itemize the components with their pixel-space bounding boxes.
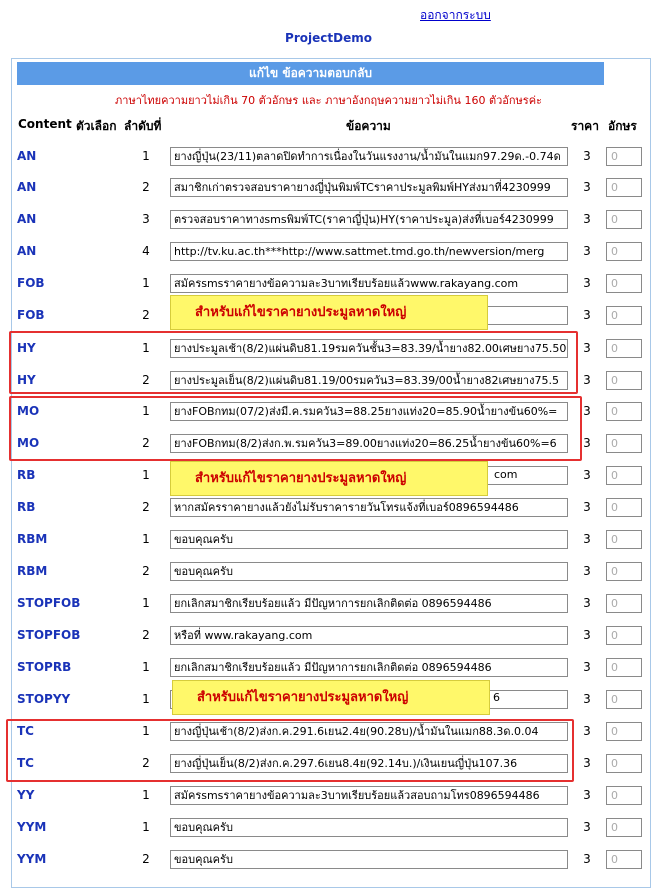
row-message-input[interactable]: ขอบคุณครับ — [170, 850, 568, 869]
row-price: 3 — [583, 788, 591, 802]
row-char-count-input[interactable]: 0 — [606, 850, 642, 869]
row-char-count-input[interactable]: 0 — [606, 274, 642, 293]
highlight-box-hy — [9, 331, 578, 394]
row-content-code: YYM — [17, 820, 47, 834]
row-seq: 1 — [142, 276, 150, 290]
row-price: 3 — [583, 308, 591, 322]
row-seq: 1 — [142, 404, 150, 418]
row-seq: 1 — [142, 724, 150, 738]
row-price: 3 — [583, 724, 591, 738]
row-content-code: YYM — [17, 852, 47, 866]
row-message-input[interactable]: ยางญี่ปุ่นเย็น(8/2)ส่งก.ค.297.6เยน8.4ย(92.14บ.)/เงินเยนญี่ปุ่น107.36 — [170, 754, 568, 773]
row-char-count-input[interactable]: 0 — [606, 722, 642, 741]
row-price: 3 — [583, 820, 591, 834]
row-seq: 1 — [142, 532, 150, 546]
row-content-code: FOB — [17, 308, 45, 322]
row-char-count-input[interactable]: 0 — [606, 339, 642, 358]
row-price: 3 — [583, 341, 591, 355]
row-message-input[interactable]: ขอบคุณครับ — [170, 562, 568, 581]
panel-title: แก้ไข ข้อความตอบกลับ — [17, 62, 604, 85]
row-char-count-input[interactable]: 0 — [606, 530, 642, 549]
col-header-content: Content — [18, 117, 72, 131]
row-char-count-input[interactable]: 0 — [606, 178, 642, 197]
row-content-code: STOPYY — [17, 692, 71, 706]
row-message-input[interactable]: ขอบคุณครับ — [170, 530, 568, 549]
row-seq: 2 — [142, 564, 150, 578]
row-content-code: STOPFOB — [17, 628, 81, 642]
row-content-code: AN — [17, 212, 37, 226]
col-header-chars: อักษร — [608, 119, 637, 133]
row-message-input[interactable]: สมัครsmsราคายางข้อความละ3บาทเรียบร้อยแล้วwww.rakayang.com — [170, 274, 568, 293]
row-message-input[interactable]: หากสมัครราคายางแล้วยังไม่รับราคารายวันโทรแจ้งที่เบอร์0896594486 — [170, 498, 568, 517]
row-seq: 1 — [142, 341, 150, 355]
row-content-code: HY — [17, 341, 36, 355]
row-message-input[interactable]: ขอบคุณครับ — [170, 818, 568, 837]
row-price: 3 — [583, 756, 591, 770]
row-char-count-input[interactable]: 0 — [606, 754, 642, 773]
col-header-price: ราคา — [571, 119, 599, 133]
row-content-code: FOB — [17, 276, 45, 290]
row-content-code: MO — [17, 436, 40, 450]
highlight-box-mo — [9, 396, 582, 461]
row-content-code: HY — [17, 373, 36, 387]
row-content-code: YY — [17, 788, 35, 802]
row-content-code: TC — [17, 756, 34, 770]
row-content-code: AN — [17, 244, 37, 258]
row-message-input[interactable]: ยางFOBกทม(8/2)ส่งก.พ.รมควัน3=89.00ยางแท่ง20=86.25น้ำยางข้น60%=6 — [170, 434, 568, 453]
row-seq: 2 — [142, 308, 150, 322]
highlight-box-tc — [6, 719, 574, 782]
row-price: 3 — [583, 276, 591, 290]
row-price: 3 — [583, 180, 591, 194]
row-price: 3 — [583, 500, 591, 514]
col-header-message: ข้อความ — [346, 119, 391, 133]
row-message-input[interactable]: สมาชิกเก่าตรวจสอบราคายางญี่ปุ่นพิมพ์TCราคาประมูลพิมพ์HYส่งมาที่4230999 — [170, 178, 568, 197]
row-content-code: TC — [17, 724, 34, 738]
row-message-input[interactable]: ยกเลิกสมาชิกเรียบร้อยแล้ว มีปัญหาการยกเลิกติดต่อ 0896594486 — [170, 658, 568, 677]
row-price: 3 — [583, 596, 591, 610]
callout-hy: สำหรับแก้ไขราคายางประมูลหาดใหญ่ — [170, 295, 488, 330]
row-seq: 2 — [142, 436, 150, 450]
row-content-code: RB — [17, 468, 36, 482]
row-char-count-input[interactable]: 0 — [606, 658, 642, 677]
row-char-count-input[interactable]: 0 — [606, 402, 642, 421]
row-char-count-input[interactable]: 0 — [606, 306, 642, 325]
row-seq: 3 — [142, 212, 150, 226]
row-content-code: RBM — [17, 532, 48, 546]
row-seq: 1 — [142, 788, 150, 802]
row-char-count-input[interactable]: 0 — [606, 242, 642, 261]
row-content-code: AN — [17, 149, 37, 163]
row-seq: 2 — [142, 756, 150, 770]
row-seq: 1 — [142, 820, 150, 834]
row-message-input[interactable]: ยางประมูลเย็น(8/2)แผ่นดิบ81.19/00รมควัน3=83.39/00น้ำยาง82เศษยาง75.5 — [170, 371, 568, 390]
row-char-count-input[interactable]: 0 — [606, 498, 642, 517]
row-price: 3 — [583, 404, 591, 418]
row-price: 3 — [583, 373, 591, 387]
row-content-code: RBM — [17, 564, 48, 578]
row-seq: 2 — [142, 628, 150, 642]
row-seq: 4 — [142, 244, 150, 258]
row-char-count-input[interactable]: 0 — [606, 818, 642, 837]
row-seq: 1 — [142, 660, 150, 674]
row-message-input[interactable]: ยางประมูลเช้า(8/2)แผ่นดิบ81.19รมควันชั้น3=83.39/น้ำยาง82.00เศษยาง75.50 — [170, 339, 568, 358]
project-title: ProjectDemo — [285, 31, 372, 45]
row-price: 3 — [583, 660, 591, 674]
row-message-input[interactable]: สมัครsmsราคายางข้อความละ3บาทเรียบร้อยแล้วสอบถามโทร0896594486 — [170, 786, 568, 805]
row-seq: 1 — [142, 692, 150, 706]
logout-link[interactable]: ออกจากระบบ — [420, 8, 491, 22]
row-price: 3 — [583, 436, 591, 450]
row-seq: 2 — [142, 180, 150, 194]
row-char-count-input[interactable]: 0 — [606, 434, 642, 453]
row-seq: 2 — [142, 852, 150, 866]
row-message-input[interactable]: ตรวจสอบราคาทางsmsพิมพ์TC(ราคาญี่ปุ่น)HY(ราคาประมูล)ส่งที่เบอร์4230999 — [170, 210, 568, 229]
row-message-input[interactable]: http://tv.ku.ac.th***http://www.sattmet.tmd.go.th/newversion/merg — [170, 242, 568, 261]
row-char-count-input[interactable]: 0 — [606, 210, 642, 229]
row-message-input[interactable]: ยางFOBกทม(07/2)ส่งมี.ค.รมควัน3=88.25ยางแท่ง20=85.90น้ำยางข้น60%= — [170, 402, 568, 421]
row-char-count-input[interactable]: 0 — [606, 371, 642, 390]
row-price: 3 — [583, 212, 591, 226]
row-seq: 1 — [142, 596, 150, 610]
length-note: ภาษาไทยความยาวไม่เกิน 70 ตัวอักษร และ ภาษาอังกฤษความยาวไม่เกิน 160 ตัวอักษรค่ะ — [115, 94, 542, 107]
row-price: 3 — [583, 244, 591, 258]
row-message-input[interactable]: ยกเลิกสมาชิกเรียบร้อยแล้ว มีปัญหาการยกเลิกติดต่อ 0896594486 — [170, 594, 568, 613]
row-price: 3 — [583, 532, 591, 546]
row-message-input[interactable]: หรือที่ www.rakayang.com — [170, 626, 568, 645]
row-char-count-input[interactable]: 0 — [606, 786, 642, 805]
row-char-count-input[interactable]: 0 — [606, 626, 642, 645]
row-message-input[interactable]: ยางญี่ปุ่น(23/11)ตลาดปิดทำการเนื่องในวันแรงงาน/น้ำมันในแมก97.29ด.-0.74ด — [170, 147, 568, 166]
row-content-code: AN — [17, 180, 37, 194]
row-content-code: MO — [17, 404, 40, 418]
row-char-count-input[interactable]: 0 — [606, 690, 642, 709]
callout-tc: สำหรับแก้ไขราคายางประมูลหาดใหญ่ — [172, 680, 490, 715]
row-content-code: RB — [17, 500, 36, 514]
row-price: 3 — [583, 149, 591, 163]
rb1-message-fragment: com — [494, 468, 518, 481]
row-char-count-input[interactable]: 0 — [606, 562, 642, 581]
row-price: 3 — [583, 564, 591, 578]
row-char-count-input[interactable]: 0 — [606, 147, 642, 166]
row-seq: 1 — [142, 149, 150, 163]
stopyy1-message-fragment: 6 — [493, 691, 500, 704]
row-char-count-input[interactable]: 0 — [606, 466, 642, 485]
row-seq: 2 — [142, 500, 150, 514]
col-header-option: ตัวเลือก — [76, 119, 117, 133]
row-seq: 2 — [142, 373, 150, 387]
col-header-seq: ลำดับที่ — [124, 119, 162, 133]
row-char-count-input[interactable]: 0 — [606, 594, 642, 613]
callout-mo: สำหรับแก้ไขราคายางประมูลหาดใหญ่ — [170, 461, 488, 496]
row-content-code: STOPFOB — [17, 596, 81, 610]
row-content-code: STOPRB — [17, 660, 72, 674]
row-seq: 1 — [142, 468, 150, 482]
row-price: 3 — [583, 852, 591, 866]
row-price: 3 — [583, 628, 591, 642]
row-price: 3 — [583, 468, 591, 482]
row-message-input[interactable]: ยางญี่ปุ่นเช้า(8/2)ส่งก.ค.291.6เยน2.4ย(90.28บ)/น้ำมันในแมก88.3ด.0.04 — [170, 722, 568, 741]
row-price: 3 — [583, 692, 591, 706]
